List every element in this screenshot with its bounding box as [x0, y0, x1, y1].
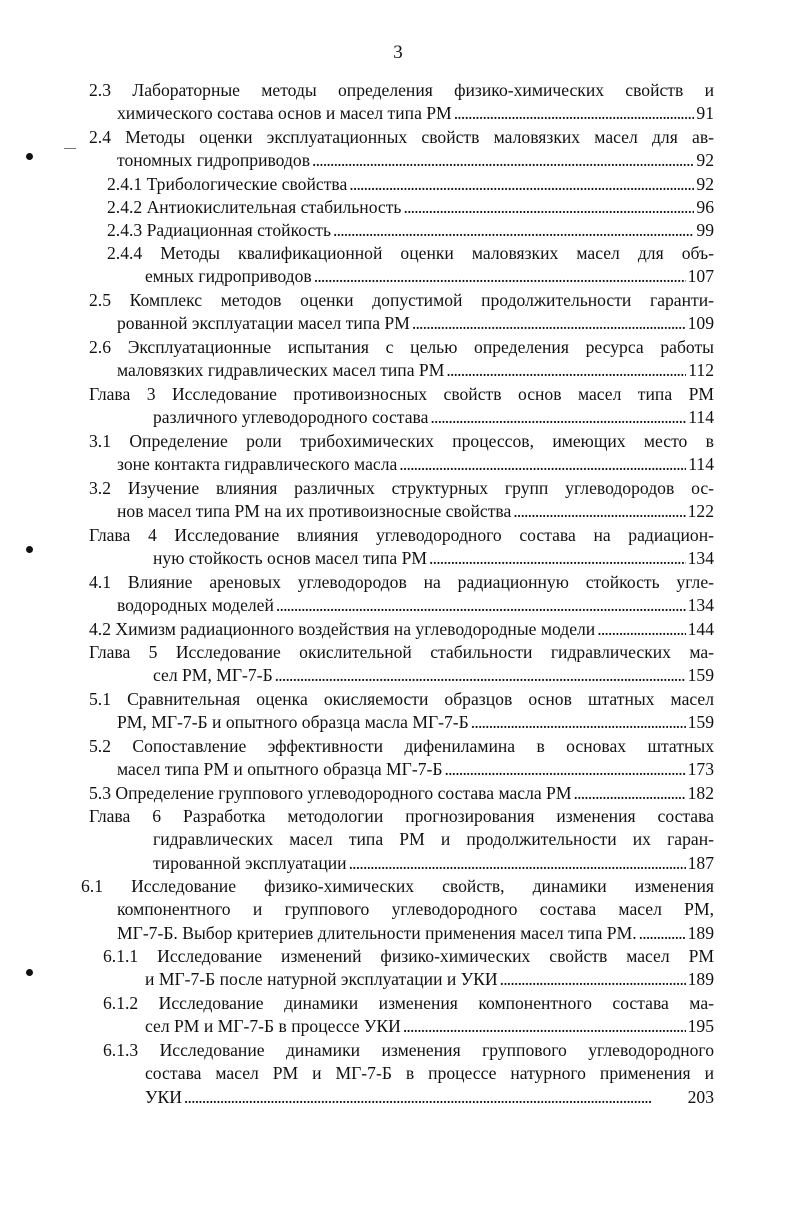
toc-entry-title: рованной эксплуатации масел типа РМ — [117, 313, 410, 334]
toc-entry-line: 6.1 Исследование физико-химических свойств, динамики изменения — [81, 876, 714, 896]
toc-page-number: 203 — [687, 1086, 714, 1107]
toc-entry-title: различного углеводородного состава — [153, 407, 429, 428]
toc-entry-last-line — [117, 922, 714, 945]
toc-entry-line: Глава 5 Исследование окислительной стабильности гидравлических ма- — [89, 642, 714, 662]
toc-entry-last-line — [153, 406, 714, 429]
toc-entry — [89, 430, 714, 477]
toc-entry-title: 5.3 Определение группового углеводородного состава масла РМ — [89, 783, 572, 803]
toc-entry-last-line — [107, 196, 714, 219]
toc-entry-line: 3.2 Изучение влияния различных структурных групп углеводородов ос- — [89, 478, 714, 498]
toc-page-number: 134 — [687, 595, 714, 616]
toc-entry-last-line — [117, 149, 714, 172]
toc-entry-last-line — [145, 265, 714, 288]
toc-entry-line: 5.2 Сопоставление эффективности дифениламина в основах штатных — [89, 736, 714, 756]
dot-leader — [401, 196, 694, 219]
toc-entry-last-line — [153, 664, 714, 687]
dot-leader — [347, 852, 686, 875]
toc-entry-line: 3.1 Определение роли трибохимических процессов, имеющих место в — [89, 431, 714, 451]
toc-entry-title: масел типа РМ и опытного образца МГ-7-Б — [117, 759, 443, 780]
toc-entry — [107, 242, 714, 289]
toc-entry — [103, 1039, 714, 1109]
toc-entry — [89, 641, 714, 688]
toc-entry-line: Глава 4 Исследование влияния углеводородного состава на радиацион- — [89, 525, 714, 545]
toc-entry-line: 2.4.4 Методы квалификационной оценки маловязких масел для объ- — [107, 243, 714, 263]
toc-entry-title: ную стойкость основ масел типа РМ — [153, 548, 427, 569]
toc-entry-line: 6.1.1 Исследование изменений физико-химических свойств масел РМ — [103, 946, 714, 966]
toc-page-number: 91 — [696, 103, 714, 124]
toc-entry-title: зоне контакта гидравлического масла — [117, 454, 398, 475]
toc-entry-line: 5.1 Сравнительная оценка окисляемости образцов основ штатных масел — [89, 689, 714, 709]
toc-entry-title: химического состава основ и масел типа РМ — [117, 103, 452, 124]
scan-speck — [64, 148, 76, 149]
toc-entry — [89, 688, 714, 735]
toc-entry-last-line — [107, 219, 714, 242]
toc-entry-line: 2.5 Комплекс методов оценки допустимой продолжительности гаранти- — [89, 290, 714, 310]
toc-entry-line: 2.3 Лабораторные методы определения физико-химических свойств и — [89, 80, 714, 100]
toc-entry — [89, 336, 714, 383]
toc-entry-last-line — [117, 102, 714, 125]
toc-entry — [89, 383, 714, 430]
toc-entry-line: компонентного и группового углеводородного состава масел РМ, — [117, 899, 714, 920]
toc-entry-last-line — [107, 173, 714, 196]
toc-entry — [89, 782, 714, 805]
toc-page-number: 107 — [687, 266, 714, 287]
dot-leader — [637, 922, 686, 945]
toc-entry-title: 2.4.2 Антиокислительная стабильность — [107, 197, 402, 217]
toc-page-number: 189 — [687, 969, 714, 990]
toc-page-number: 134 — [687, 548, 714, 569]
toc-entry — [89, 524, 714, 571]
dot-leader — [452, 102, 695, 125]
page-number: 3 — [393, 42, 403, 63]
toc-entry — [107, 173, 714, 196]
toc-entry-line: гидравлических масел типа РМ и продолжительности их гаран- — [153, 829, 714, 850]
toc-entry-line: 6.1.3 Исследование динамики изменения группового углеводородного — [103, 1040, 714, 1060]
dot-leader — [469, 711, 686, 734]
dot-leader — [274, 594, 686, 617]
dot-leader — [182, 1086, 686, 1109]
toc-entry-line: Глава 6 Разработка методологии прогнозирования изменения состава — [89, 806, 714, 826]
dot-leader — [572, 782, 686, 805]
toc-entry — [103, 992, 714, 1039]
toc-entry-title: МГ-7-Б. Выбор критериев длительности применения масел типа РМ. — [117, 922, 637, 943]
dot-leader — [444, 359, 686, 382]
toc-entry — [89, 805, 714, 875]
toc-entry-last-line — [117, 312, 714, 335]
dot-leader — [442, 758, 685, 781]
toc-page-number: 112 — [688, 360, 714, 381]
toc-entry-last-line — [117, 500, 714, 523]
toc-entry-title: сел РМ, МГ-7-Б — [153, 665, 273, 686]
toc-entry-title: тированной эксплуатации — [153, 852, 347, 873]
toc-entry-line: Глава 3 Исследование противоизносных свойств основ масел типа РМ — [89, 384, 714, 404]
toc-page-number: 182 — [687, 783, 714, 803]
toc-entry-last-line — [145, 1086, 714, 1109]
toc-entry-title: маловязких гидравлических масел типа РМ — [117, 360, 445, 381]
toc-entry — [89, 571, 714, 618]
toc-entry — [89, 735, 714, 782]
toc-entry — [89, 477, 714, 524]
toc-entry-title: емных гидроприводов — [145, 266, 312, 287]
toc-entry-title: сел РМ и МГ-7-Б в процессе УКИ — [145, 1016, 401, 1037]
toc-entry-line: 2.6 Эксплуатационные испытания с целью определения ресурса работы — [89, 337, 714, 357]
toc-entry-line: 2.4 Методы оценки эксплуатационных свойств маловязких масел для ав- — [89, 127, 714, 147]
toc-page-number: 96 — [696, 197, 714, 217]
toc-page-number: 114 — [688, 454, 714, 475]
toc-entry-title: водородных моделей — [117, 595, 274, 616]
dot-leader — [427, 547, 686, 570]
scan-mark — [26, 153, 33, 160]
dot-leader — [347, 173, 694, 196]
toc-entry — [89, 618, 714, 641]
toc-page-number: 159 — [687, 665, 714, 686]
dot-leader — [595, 618, 685, 641]
toc-entry-last-line — [153, 852, 714, 875]
toc-entry-line: 4.1 Влияние ареновых углеводородов на радиационную стойкость угле- — [89, 572, 714, 592]
toc-page-number: 109 — [687, 313, 714, 334]
toc-entry-last-line — [117, 453, 714, 476]
toc-entry-title: 2.4.1 Трибологические свойства — [107, 174, 348, 194]
toc-page-number: 173 — [687, 759, 714, 780]
toc-entry-line: состава масел РМ и МГ-7-Б в процессе натурного применения и — [145, 1063, 714, 1084]
toc-entry-title: 2.4.3 Радиационная стойкость — [107, 220, 332, 240]
toc-entry — [89, 126, 714, 173]
toc-entry — [89, 289, 714, 336]
toc-page-number: 99 — [696, 220, 714, 240]
toc-entry-last-line — [145, 968, 714, 991]
toc-entry — [107, 196, 714, 219]
toc-entry-title: нов масел типа РМ на их противоизносные свойства — [117, 501, 512, 522]
toc-entry-last-line — [117, 594, 714, 617]
dot-leader — [511, 500, 685, 523]
toc-page-number: 187 — [687, 852, 714, 873]
toc-entry-last-line — [145, 1015, 714, 1038]
toc-entry-last-line — [89, 782, 714, 805]
toc-entry-title: тономных гидроприводов — [117, 150, 311, 171]
scan-mark — [26, 546, 33, 553]
toc-page-number: 195 — [687, 1016, 714, 1037]
dot-leader — [312, 265, 686, 288]
dot-leader — [397, 453, 686, 476]
toc-entry-last-line — [117, 758, 714, 781]
toc-entry — [89, 79, 714, 126]
toc-entry — [103, 945, 714, 992]
toc-entry-title: и МГ-7-Б после натурной эксплуатации и УКИ — [145, 969, 498, 990]
toc-entry-title: УКИ — [145, 1086, 182, 1107]
dot-leader — [273, 664, 686, 687]
toc-page-number: 189 — [687, 922, 714, 943]
toc-entry-title: 4.2 Химизм радиационного воздействия на углеводородные модели — [89, 619, 596, 639]
toc-page-number: 92 — [696, 150, 714, 171]
toc-entry — [81, 875, 714, 945]
dot-leader — [331, 219, 694, 242]
toc-entry-last-line — [117, 711, 714, 734]
dot-leader — [428, 406, 686, 429]
dot-leader — [401, 1015, 686, 1038]
toc-page-number: 159 — [687, 712, 714, 733]
toc-entry-last-line — [89, 618, 714, 641]
toc-entry-title: РМ, МГ-7-Б и опытного образца масла МГ-7-Б — [117, 712, 469, 733]
dot-leader — [410, 312, 686, 335]
toc-page-number: 144 — [687, 619, 714, 639]
toc-entry-line: 6.1.2 Исследование динамики изменения компонентного состава ма- — [103, 993, 714, 1013]
toc-page-number: 122 — [687, 501, 714, 522]
dot-leader — [310, 149, 694, 172]
scan-mark — [26, 969, 33, 976]
toc-entry-last-line — [153, 547, 714, 570]
toc-page-number: 92 — [696, 174, 714, 194]
toc-page-number: 114 — [688, 407, 714, 428]
dot-leader — [498, 968, 686, 991]
toc-entry-last-line — [117, 359, 714, 382]
toc-entry — [107, 219, 714, 242]
